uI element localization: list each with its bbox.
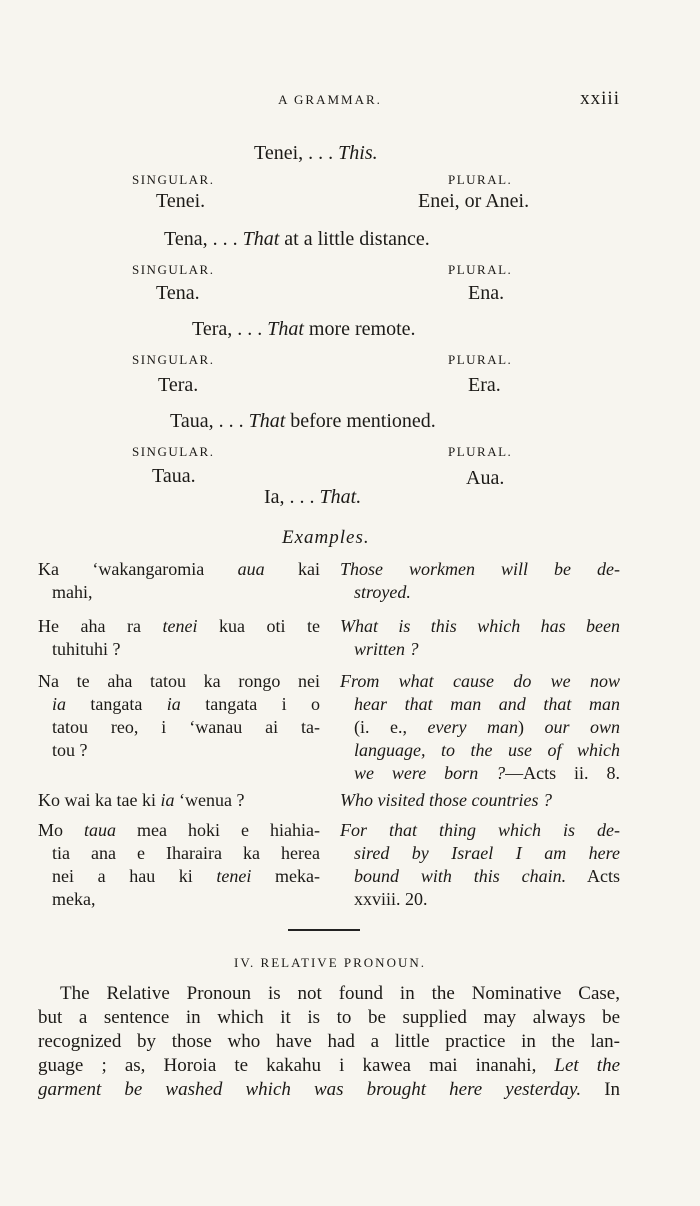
- example-4-maori: Ko wai ka tae ki ia ‘wenua ?: [38, 790, 245, 810]
- example-5-maori: Mo taua mea hoki e hiahia- tia ana e Iharaira ka herea nei a hau ki tenei meka- meka,: [38, 820, 320, 909]
- example-5-english: For that thing which is de- sired by Israel I am here bound with this chain. Acts xxviii. 20.: [340, 820, 620, 909]
- demonstrative-heading-tena: Tena, . . . That at a little distance.: [164, 228, 430, 250]
- example-1-maori: Ka ‘wakangaromia aua kai mahi,: [38, 559, 321, 602]
- plural-label: PLURAL.: [448, 352, 513, 367]
- plural-label: PLURAL.: [448, 444, 513, 459]
- singular-label: SINGULAR.: [132, 172, 215, 187]
- plural-form: Enei, or Anei.: [418, 190, 530, 212]
- example-1-english: Those workmen will be de- stroyed.: [340, 559, 620, 602]
- example-3-english: From what cause do we now hear that man and that man (i. e., every man) our own language, to the use of which we were born ?—Acts ii. 8.: [340, 671, 621, 783]
- example-2-english: What is this which has been written ?: [340, 616, 620, 659]
- singular-form: Taua.: [152, 465, 196, 487]
- demonstrative-heading-tenei: Tenei, . . . This.: [254, 142, 378, 164]
- plural-label: PLURAL.: [448, 172, 513, 187]
- relative-pronoun-paragraph: The Relative Pronoun is not found in the Nominative Case, but a sentence in which it is to be supplied may always be recognized by those who have had a little practice in the lan- guage ; as, Horoia te kakahu i kawea mai inanahi, Let the garment be washed which was brought here yesterday. In: [38, 983, 621, 1100]
- singular-label: SINGULAR.: [132, 262, 215, 277]
- singular-form: Tera.: [158, 374, 199, 396]
- section-heading: IV. RELATIVE PRONOUN.: [234, 955, 426, 970]
- section-divider: [288, 929, 360, 931]
- example-3-maori: Na te aha tatou ka rongo nei ia tangata ia tangata i o tatou reo, i ‘wanau ai ta- tou ?: [38, 671, 320, 760]
- singular-form: Tenei.: [156, 190, 206, 212]
- running-header-title: A GRAMMAR.: [278, 92, 382, 107]
- plural-label: PLURAL.: [448, 262, 513, 277]
- demonstrative-heading-taua: Taua, . . . That before mentioned.: [170, 410, 436, 432]
- example-4-english: Who visited those countries ?: [340, 790, 552, 810]
- examples-heading: Examples.: [282, 527, 370, 548]
- example-2-maori: He aha ra tenei kua oti te tuhituhi ?: [38, 616, 321, 659]
- plural-form: Aua.: [466, 467, 505, 489]
- singular-label: SINGULAR.: [132, 444, 215, 459]
- singular-label: SINGULAR.: [132, 352, 215, 367]
- plural-form: Era.: [468, 374, 501, 396]
- page-number: xxiii: [580, 88, 620, 109]
- demonstrative-heading-tera: Tera, . . . That more remote.: [192, 318, 416, 340]
- plural-form: Ena.: [468, 282, 505, 304]
- demonstrative-heading-ia: Ia, . . . That.: [264, 486, 362, 508]
- singular-form: Tena.: [156, 282, 200, 304]
